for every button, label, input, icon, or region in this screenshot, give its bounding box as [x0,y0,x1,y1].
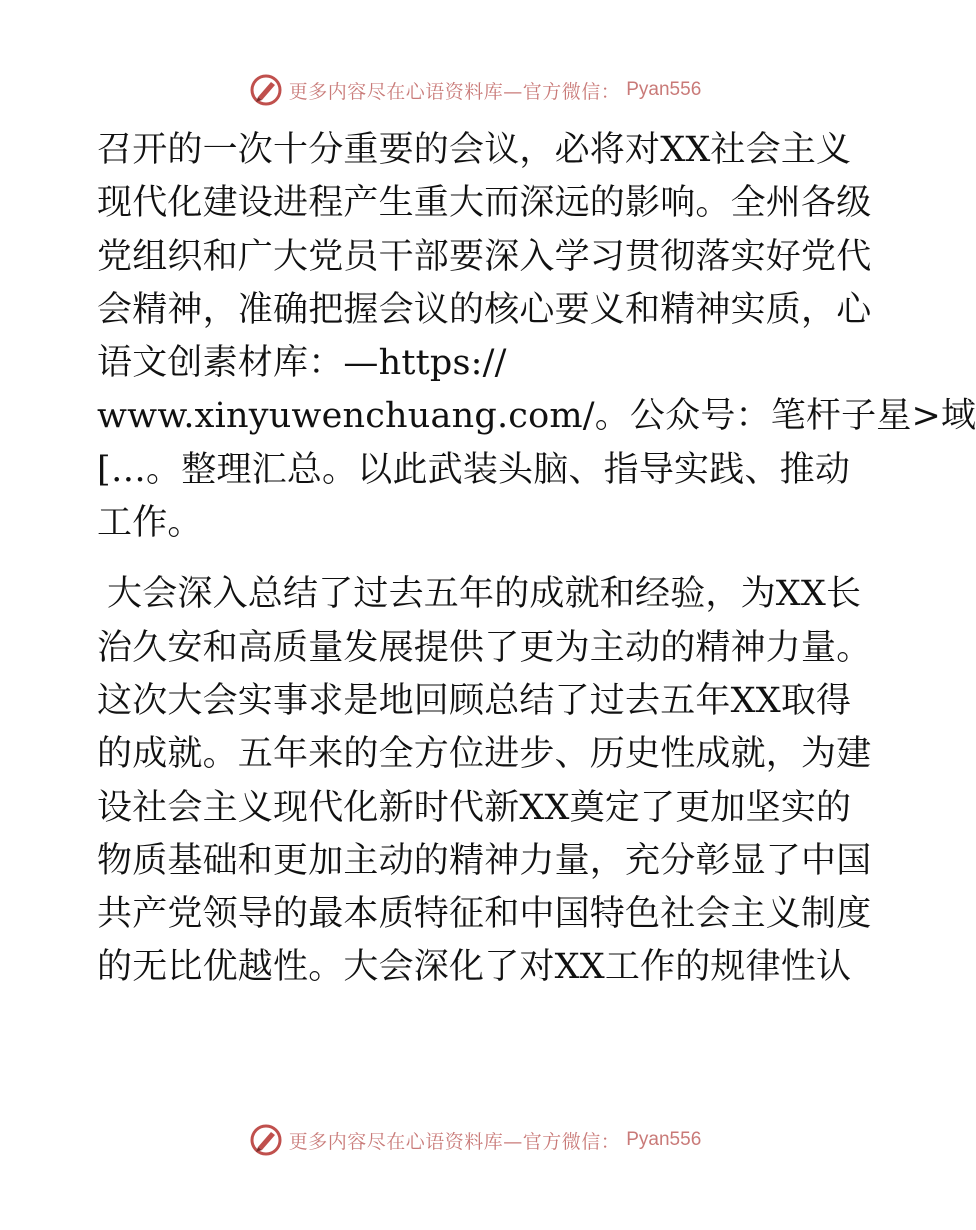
text-line: 的无比优越性。大会深化了对XX工作的规律性认 [97,947,852,988]
text-line: […。整理汇总。以此武装头脑、指导实践、推动 [97,449,851,490]
pen-logo-icon [249,1123,283,1157]
pen-logo-icon [249,73,283,107]
text-line: 共产党领导的最本质特征和中国特色社会主义制度 [97,894,872,935]
text-line: 这次大会实事求是地回顾总结了过去五年XX取得 [97,680,852,721]
text-line: 语文创素材库：—https:// [97,343,507,384]
text-line: 现代化建设进程产生重大而深远的影响。全州各级 [97,183,872,224]
text-line: 召开的一次十分重要的会议，必将对XX社会主义 [97,130,852,170]
text-line: 物质基础和更加主动的精神力量，充分彰显了中国 [97,840,872,881]
text-line: 工作。 [97,503,203,544]
text-line: 大会深入总结了过去五年的成就和经验，为XX长 [107,574,862,615]
footer-watermark [0,1118,950,1162]
text-line: 设社会主义现代化新时代新XX奠定了更加坚实的 [97,787,852,828]
text-line: 会精神，准确把握会议的核心要义和精神实质，心 [97,289,872,330]
text-line: 的成就。五年来的全方位进步、历史性成就，为建 [97,734,872,775]
header-watermark [0,68,950,112]
watermark-text: 更多内容尽在心语资料库—官方微信： [288,1130,621,1153]
document-body [97,124,976,995]
watermark-handle: Pyan556 [626,79,702,100]
text-line: 治久安和高质量发展提供了更为主动的精神力量。 [97,627,872,668]
text-line: 党组织和广大党员干部要深入学习贯彻落实好党代 [97,236,872,277]
watermark-handle: Pyan556 [626,1129,702,1150]
text-line: www.xinyuwenchuang.com/。公众号：笔杆子星>域 [97,396,976,437]
watermark-text: 更多内容尽在心语资料库—官方微信： [288,80,621,103]
paragraph-2 [97,568,872,994]
paragraph-1 [97,124,976,550]
